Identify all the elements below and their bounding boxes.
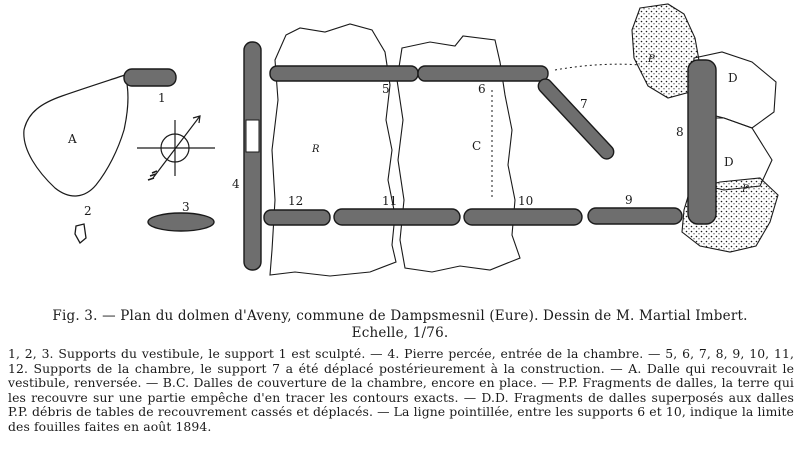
- support-9: [588, 208, 682, 224]
- label-slab-a: A: [68, 132, 77, 146]
- label-support-11: 11: [382, 194, 398, 208]
- label-support-2: 2: [84, 204, 92, 218]
- support-4: [244, 42, 261, 270]
- figure-legend: 1, 2, 3. Supports du vestibule, le support 1 est sculpté. — 4. Pierre percée, entrée de la chambre. — 5, 6, 7, 8, 9, 10, 11, 12. Supports de la chambre, le support 7 a été déplacé postérieurement à la construction. — A. Dalle qui recouvrait le vestibule, renversée. — B.C. Dalles de couverture de la chambre, encore en place. — P.P. Fragments de dalles, la terre qui les recouvre sur une partie empêche d'en tracer les contours exacts. — D.D. Fragments de dalles superposés aux dalles P.P. débris de tables de recouvrement cassés et déplacés. — La ligne pointillée, entre les supports 6 et 10, indique la limite des fouilles faites en août 1894.: [8, 346, 794, 434]
- label-support-6: 6: [478, 82, 486, 96]
- support-5: [270, 66, 418, 81]
- cover-slab-b: [270, 24, 396, 276]
- support-1: [124, 69, 176, 86]
- support-12: [264, 210, 330, 225]
- label-slab-b: R: [312, 144, 320, 155]
- label-support-7: 7: [580, 97, 588, 111]
- label-support-5: 5: [382, 82, 390, 96]
- label-slab-c: C: [472, 139, 482, 153]
- label-support-1: 1: [158, 91, 166, 105]
- figure-scale: Echelle, 1/76.: [351, 325, 449, 341]
- label-support-9: 9: [625, 193, 633, 207]
- label-p-bottom: P: [742, 184, 749, 195]
- support-7: [535, 76, 616, 162]
- support-3: [148, 213, 214, 231]
- label-support-12: 12: [288, 194, 304, 208]
- label-p-top: P: [648, 54, 655, 65]
- compass-icon: [137, 116, 215, 180]
- support-11: [334, 209, 460, 225]
- label-d-bottom: D: [724, 155, 734, 169]
- label-support-3: 3: [182, 200, 190, 214]
- label-d-top: D: [728, 71, 738, 85]
- label-support-4: 4: [232, 177, 240, 191]
- support-4-opening: [246, 120, 259, 152]
- support-6: [418, 66, 548, 81]
- support-2: [75, 224, 86, 243]
- label-support-10: 10: [518, 194, 534, 208]
- label-support-8: 8: [676, 125, 684, 139]
- excavation-limit-curve: [555, 64, 640, 70]
- figure-title: Fig. 3. — Plan du dolmen d'Aveny, commune de Dampsmesnil (Eure). Dessin de M. Martial Imbert.: [52, 308, 748, 324]
- support-8: [688, 60, 716, 224]
- support-10: [464, 209, 582, 225]
